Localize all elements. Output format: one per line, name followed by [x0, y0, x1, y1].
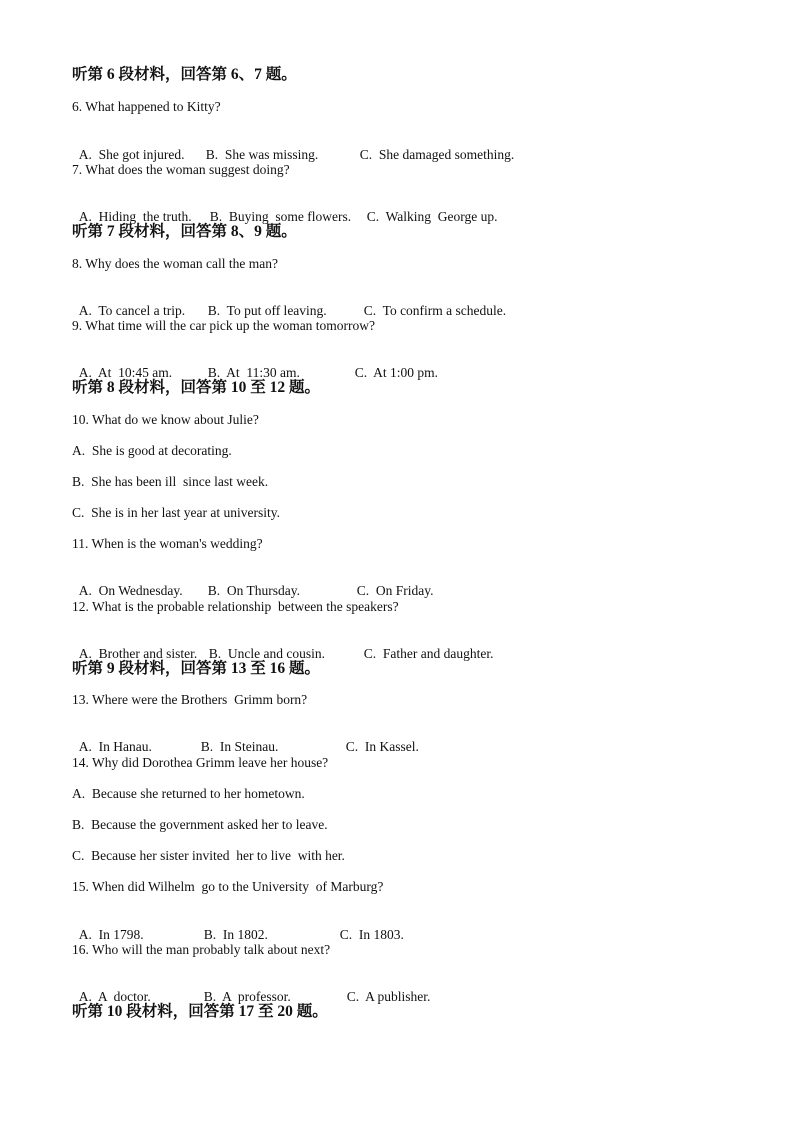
- option-a: A. She is good at decorating.: [72, 443, 232, 458]
- question-11: 11. When is the woman's wedding?: [72, 536, 263, 551]
- option-c: C. She is in her last year at university.: [72, 505, 280, 520]
- option-a: A. Because she returned to her hometown.: [72, 786, 305, 801]
- options-row: [72, 630, 493, 662]
- option-a: A. At 10:45 am.: [78, 365, 173, 380]
- options-row: [72, 723, 419, 755]
- option-b: B. She has been ill since last week.: [72, 474, 269, 489]
- options-row: [72, 973, 430, 1005]
- option-c: C. Walking George up.: [366, 209, 498, 224]
- options-row: [72, 911, 404, 943]
- option-b: B. In 1802.: [203, 927, 268, 942]
- option-a: A. On Wednesday.: [78, 583, 183, 598]
- option-b: B. Uncle and cousin.: [208, 646, 325, 661]
- option-a: A. To cancel a trip.: [78, 303, 186, 318]
- option-a: A. Hiding the truth.: [78, 209, 192, 224]
- question-14: 14. Why did Dorothea Grimm leave her house?: [72, 755, 329, 770]
- options-row: [72, 567, 434, 599]
- options-row: [72, 193, 498, 225]
- option-c: C. On Friday.: [356, 583, 434, 598]
- option-a: A. A doctor.: [78, 989, 151, 1004]
- option-b: B. To put off leaving.: [207, 303, 327, 318]
- option-b: B. Because the government asked her to leave.: [72, 817, 328, 832]
- question-15: 15. When did Wilhelm go to the University of Marburg?: [72, 879, 384, 894]
- option-b: B. At 11:30 am.: [207, 365, 300, 380]
- option-a: A. In Hanau.: [78, 739, 152, 754]
- option-b: B. In Steinau.: [200, 739, 279, 754]
- option-a: A. She got injured.: [78, 147, 185, 162]
- option-c: C. To confirm a schedule.: [363, 303, 507, 318]
- option-c: C. Father and daughter.: [363, 646, 494, 661]
- option-b: B. Buying some flowers.: [209, 209, 352, 224]
- question-6: 6. What happened to Kitty?: [72, 99, 221, 114]
- option-c: C. In Kassel.: [345, 739, 419, 754]
- option-c: C. Because her sister invited her to live with her.: [72, 848, 345, 863]
- options-row: [72, 349, 438, 381]
- question-12: 12. What is the probable relationship between the speakers?: [72, 599, 399, 614]
- section-heading: 听第 7 段材料，回答第 8、9 题。: [72, 223, 297, 240]
- option-a: A. In 1798.: [78, 927, 144, 942]
- option-a: A. Brother and sister.: [78, 646, 198, 661]
- question-13: 13. Where were the Brothers Grimm born?: [72, 692, 308, 707]
- option-c: C. She damaged something.: [359, 147, 515, 162]
- option-b: B. On Thursday.: [207, 583, 300, 598]
- question-7: 7. What does the woman suggest doing?: [72, 162, 290, 177]
- section-heading: 听第 10 段材料，回答第 17 至 20 题。: [72, 1003, 328, 1020]
- question-8: 8. Why does the woman call the man?: [72, 256, 278, 271]
- option-c: C. A publisher.: [346, 989, 431, 1004]
- question-10: 10. What do we know about Julie?: [72, 412, 259, 427]
- section-heading: 听第 9 段材料，回答第 13 至 16 题。: [72, 660, 321, 677]
- options-row: [72, 131, 514, 163]
- question-9: 9. What time will the car pick up the woman tomorrow?: [72, 318, 376, 333]
- option-c: C. At 1:00 pm.: [354, 365, 439, 380]
- option-b: B. She was missing.: [205, 147, 319, 162]
- option-b: B. A professor.: [203, 989, 291, 1004]
- question-16: 16. Who will the man probably talk about next?: [72, 942, 331, 957]
- section-heading: 听第 6 段材料，回答第 6、7 题。: [72, 66, 297, 83]
- options-row: [72, 287, 506, 319]
- option-c: C. In 1803.: [339, 927, 404, 942]
- section-heading: 听第 8 段材料，回答第 10 至 12 题。: [72, 379, 321, 396]
